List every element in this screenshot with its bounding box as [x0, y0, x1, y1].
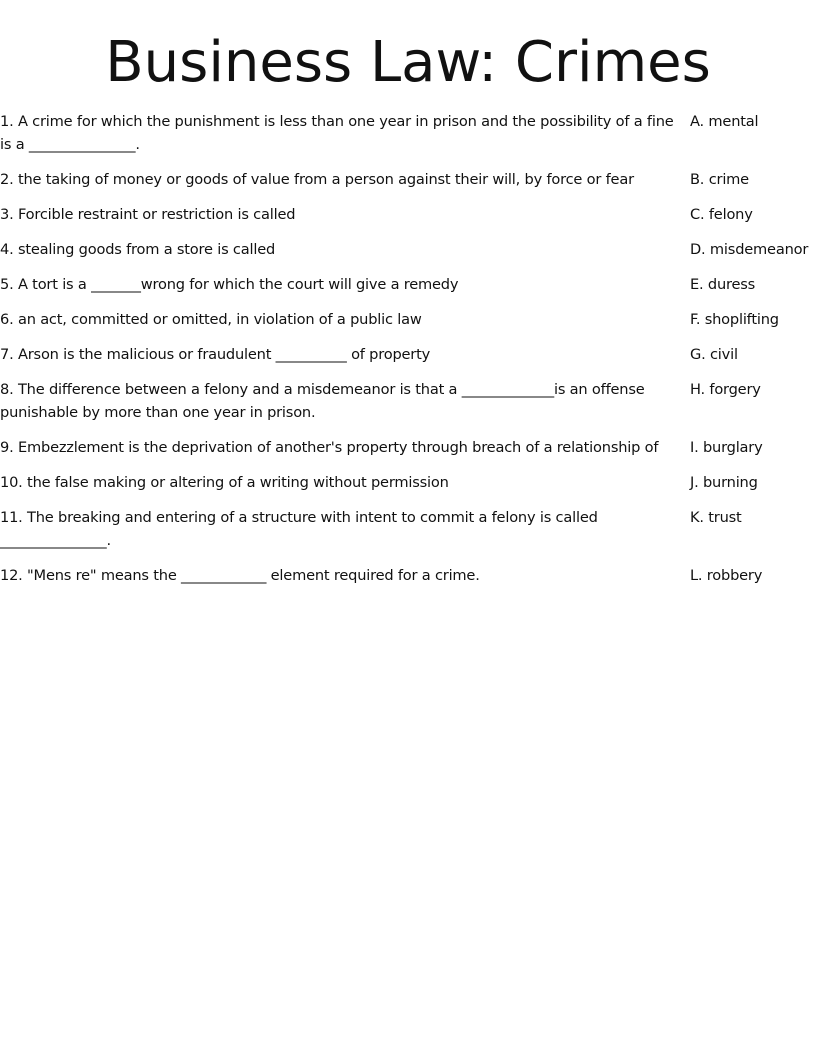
question-row-11 — [0, 506, 816, 552]
question-text: 1. A crime for which the punishment is less than one year in prison and the possibility of a fine is a _______________. — [0, 113, 674, 153]
question-row-2 — [0, 168, 816, 191]
answer-option: C. felony — [690, 206, 753, 223]
question-row-12 — [0, 564, 816, 587]
question-row-8 — [0, 378, 816, 424]
question-text: 11. The breaking and entering of a structure with intent to commit a felony is called _______________. — [0, 509, 598, 549]
question-text: 8. The difference between a felony and a misdemeanor is that a _____________is an offense punishable by more than one year in prison. — [0, 381, 645, 421]
question-row-6 — [0, 308, 816, 331]
question-row-7 — [0, 343, 816, 366]
answer-option: B. crime — [690, 171, 749, 188]
question-row-1 — [0, 110, 816, 156]
worksheet-matching-list — [0, 110, 816, 599]
question-text: 4. stealing goods from a store is called — [0, 241, 276, 258]
answer-option: F. shoplifting — [690, 311, 779, 328]
question-text: 6. an act, committed or omitted, in violation of a public law — [0, 311, 422, 328]
question-text: 5. A tort is a _______wrong for which the court will give a remedy — [0, 276, 459, 293]
answer-option: G. civil — [690, 346, 738, 363]
question-text: 10. the false making or altering of a writing without permission — [0, 474, 449, 491]
question-row-4 — [0, 238, 816, 261]
answer-option: A. mental — [690, 113, 759, 130]
answer-option: E. duress — [690, 276, 756, 293]
question-row-5 — [0, 273, 816, 296]
question-text: 3. Forcible restraint or restriction is called — [0, 206, 296, 223]
question-text: 9. Embezzlement is the deprivation of another's property through breach of a relationship of — [0, 439, 659, 456]
question-text: 7. Arson is the malicious or fraudulent __________ of property — [0, 346, 431, 363]
worksheet-title: Business Law: Crimes — [105, 30, 711, 95]
question-text: 12. "Mens re" means the ____________ element required for a crime. — [0, 567, 480, 584]
answer-option: D. misdemeanor — [690, 241, 809, 258]
question-row-9 — [0, 436, 816, 459]
answer-option: J. burning — [690, 474, 758, 491]
answer-option: L. robbery — [690, 567, 763, 584]
answer-option: K. trust — [690, 509, 742, 526]
answer-option: H. forgery — [690, 381, 761, 398]
question-text: 2. the taking of money or goods of value from a person against their will, by force or fear — [0, 171, 634, 188]
question-row-10 — [0, 471, 816, 494]
answer-option: I. burglary — [690, 439, 763, 456]
question-row-3 — [0, 203, 816, 226]
